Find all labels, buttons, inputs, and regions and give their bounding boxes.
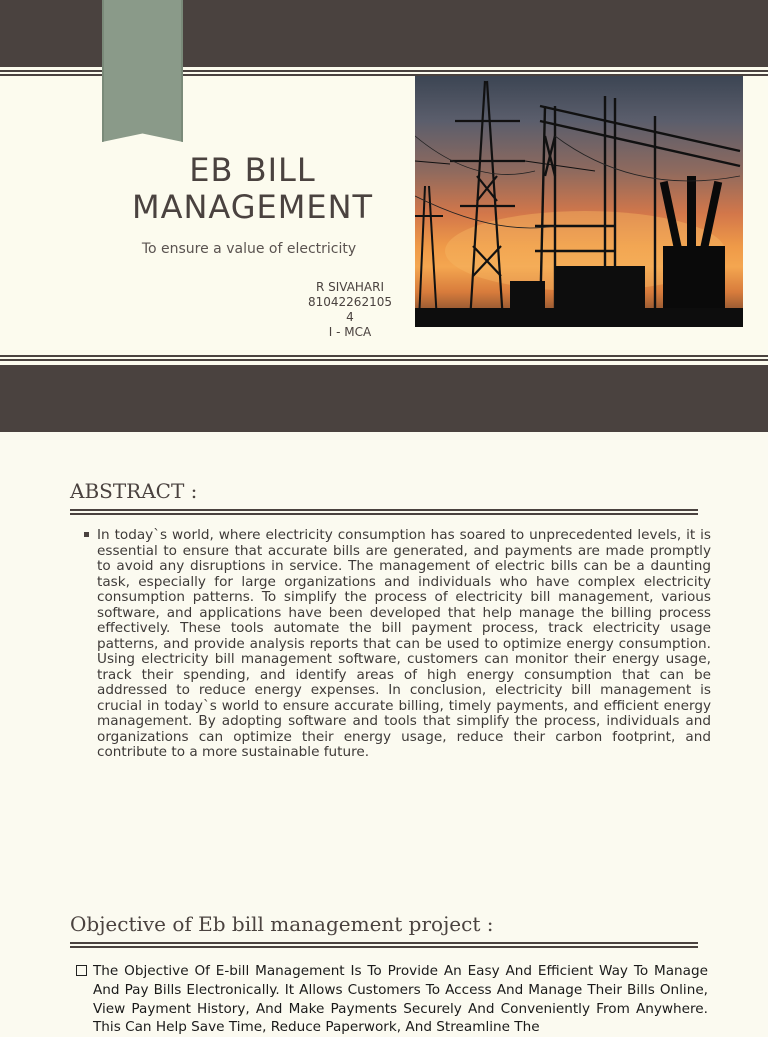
abstract-rule	[70, 509, 698, 511]
bottom-divider-line	[0, 355, 768, 357]
content-slide	[0, 432, 768, 1036]
abstract-paragraph: In today`s world, where electricity consumption has soared to unprecedented levels, it is essential to ensure that accurate bills are generated, and payments are made promptly to avoid any disruptions in service. The management of electric bills can be a daunting task, especially for large organizations and individuals who have complex electricity consumption patterns. To simplify the process of electricity bill management, various software, and applications have been developed that help manage the billing process effectively. These tools automate the bill payment process, track electricity usage patterns, and provide analysis reports that can be used to optimize energy consumption. Using electricity bill management software, customers can monitor their energy usage, track their spending, and identify areas of high energy consumption that can be addressed to reduce energy expenses. In conclusion, electricity bill management is crucial in today`s world to ensure accurate billing, timely payments, and efficient energy management. By adopting software and tools that simplify the process, individuals and organizations can optimize their energy usage, reduce their carbon footprint, and contribute to a more sustainable future.	[97, 527, 711, 760]
objective-rule-2	[70, 946, 698, 948]
bottom-band	[0, 365, 768, 432]
slide-title: EB BILL MANAGEMENT	[131, 151, 374, 226]
author-name: R SIVAHARI	[315, 280, 385, 294]
slide-subtitle: To ensure a value of electricity	[141, 241, 357, 257]
author-id-line-1: 81042262105	[308, 295, 392, 309]
author-course: I - MCA	[328, 325, 372, 339]
author-id-line-2: 4	[346, 310, 354, 324]
abstract-heading: ABSTRACT :	[70, 479, 198, 503]
checkbox-bullet-icon	[76, 965, 87, 976]
power-substation-photo	[415, 76, 743, 327]
author-block	[295, 280, 405, 340]
title-slide	[0, 0, 768, 432]
objective-rule	[70, 942, 698, 944]
objective-heading: Objective of Eb bill management project :	[70, 912, 494, 936]
abstract-rule-2	[70, 513, 698, 515]
bullet-square-icon	[84, 532, 89, 537]
bottom-divider-line-2	[0, 359, 768, 361]
objective-paragraph: The Objective Of E-bill Management Is To Provide An Easy And Efficient Way To Manage And Pay Bills Electronically. It Allows Customers To Access And Manage Their Bills Online, View Payment History, And Make Payments Securely And Conveniently From Anywhere. This Can Help Save Time, Reduce Paperwork, And Streamline The	[93, 963, 708, 1036]
bookmark-ribbon	[102, 0, 183, 142]
